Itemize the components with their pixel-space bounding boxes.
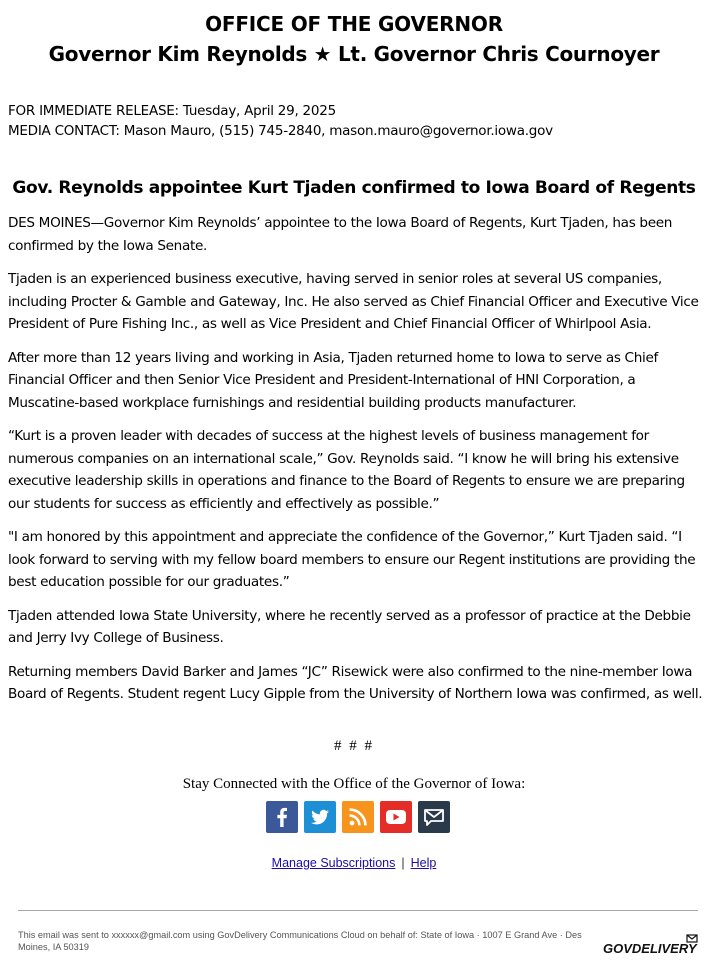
subscription-links bbox=[0, 856, 708, 870]
twitter-icon bbox=[304, 801, 336, 833]
footer-divider bbox=[18, 910, 698, 911]
end-marks: # # # bbox=[334, 738, 374, 754]
youtube-icon bbox=[380, 801, 412, 833]
paragraph-1: DES MOINES—Governor Kim Reynolds’ appointee to the Iowa Board of Regents, Kurt Tjaden, has been confirmed by the Iowa Senate. bbox=[8, 215, 673, 254]
link-separator: | bbox=[401, 856, 405, 870]
article-body bbox=[8, 212, 708, 717]
footer-disclaimer: This email was sent to xxxxxx@gmail.com using GovDelivery Communications Cloud on behalf of: State of Iowa · 1007 E Grand Ave · Des Moines, IA 50319 bbox=[18, 930, 582, 952]
governors-line bbox=[0, 39, 708, 69]
paragraph-6: Tjaden attended Iowa State University, where he recently served as a professor of practice at the Debbie and Jerry Ivy College of Business. bbox=[8, 607, 691, 646]
facebook-button[interactable] bbox=[266, 801, 298, 833]
govdelivery-logo-text: GOVDELIVERY bbox=[603, 941, 697, 956]
rss-icon bbox=[342, 801, 374, 833]
paragraph-4: “Kurt is a proven leader with decades of success at the highest levels of business management for numerous companies on an international scale,” Gov. Reynolds said. “I know he will bring his extensive executive leadership skills in operations and finance to the Board of Regents to ensure we are preparing our students for success as efficiently and effectively as possible.” bbox=[8, 428, 685, 512]
email-icon bbox=[418, 801, 450, 833]
release-info bbox=[8, 101, 553, 141]
paragraph-5: "I am honored by this appointment and appreciate the confidence of the Governor,” Kurt Tjaden said. “I look forward to serving with my fellow board members to ensure our Regent institutions are providing the best education possible for our graduates.” bbox=[8, 529, 696, 590]
stay-connected-text: Stay Connected with the Office of the Governor of Iowa: bbox=[182, 776, 526, 792]
star-icon: ★ bbox=[313, 42, 332, 66]
youtube-button[interactable] bbox=[380, 801, 412, 833]
governor-name: Governor Kim Reynolds bbox=[48, 42, 307, 66]
press-header bbox=[0, 9, 708, 69]
facebook-icon bbox=[266, 801, 298, 833]
lt-governor-name: Lt. Governor Chris Cournoyer bbox=[337, 42, 660, 66]
paragraph-2: Tjaden is an experienced business executive, having served in senior roles at several US companies, including Procter & Gamble and Gateway, Inc. He also served as Chief Financial Officer and Executive Vice President of Pure Fishing Inc., as well as Vice President and Chief Financial Officer of Whirlpool Asia. bbox=[8, 271, 699, 332]
help-link[interactable]: Help bbox=[410, 856, 437, 870]
twitter-button[interactable] bbox=[304, 801, 336, 833]
office-title: OFFICE OF THE GOVERNOR bbox=[205, 12, 503, 36]
manage-subscriptions-link[interactable]: Manage Subscriptions bbox=[271, 856, 396, 870]
paragraph-7: Returning members David Barker and James “JC” Risewick were also confirmed to the nine-member Iowa Board of Regents. Student regent Lucy Gipple from the University of Northern Iowa was confirmed, as well. bbox=[8, 663, 703, 702]
paragraph-3: After more than 12 years living and working in Asia, Tjaden returned home to Iowa to serve as Chief Financial Officer and then Senior Vice President and President-International of HNI Corporation, a Muscatine-based workplace furnishings and residential building products manufacturer. bbox=[8, 349, 658, 411]
email-button[interactable] bbox=[418, 801, 450, 833]
headline: Gov. Reynolds appointee Kurt Tjaden confirmed to Iowa Board of Regents bbox=[12, 178, 696, 198]
govdelivery-logo bbox=[602, 932, 698, 960]
media-contact: MEDIA CONTACT: Mason Mauro, (515) 745-2840, mason.mauro@governor.iowa.gov bbox=[8, 123, 553, 139]
release-date: FOR IMMEDIATE RELEASE: Tuesday, April 29, 2025 bbox=[8, 103, 336, 119]
rss-button[interactable] bbox=[342, 801, 374, 833]
